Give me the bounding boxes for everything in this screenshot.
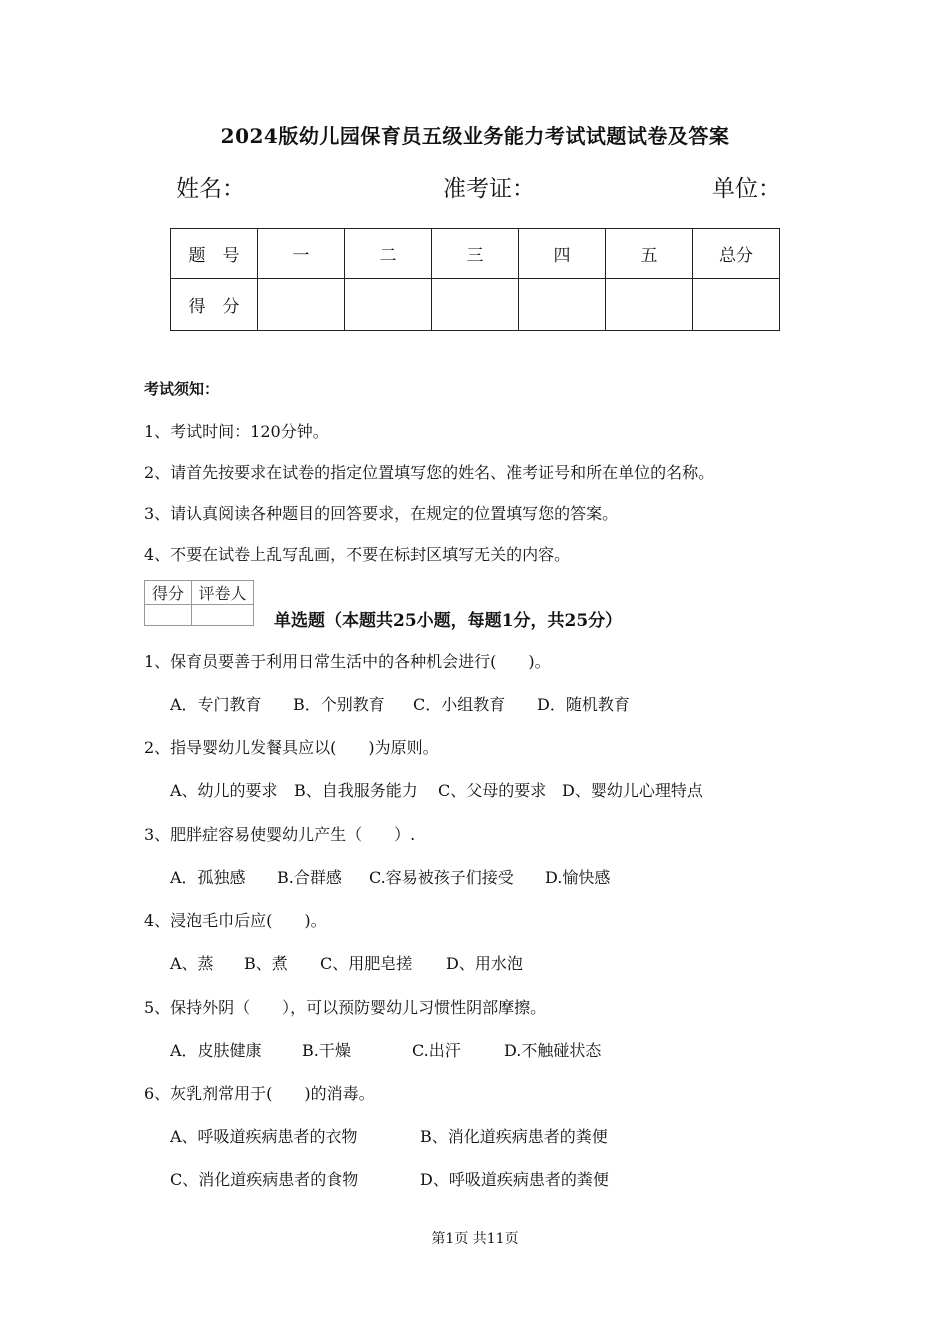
question-option: D、婴幼儿心理特点 [562, 781, 703, 800]
exam-id-field-label: 准考证： [443, 176, 535, 202]
question-option: C．小组教育 [413, 695, 506, 714]
section-title: 单选题（本题共25小题，每题1分，共25分） [274, 611, 623, 631]
notice-item: 2、请首先按要求在试卷的指定位置填写您的姓名、准考证号和所在单位的名称。 [144, 463, 715, 482]
score-input-cell[interactable] [606, 279, 693, 331]
question-option: C、用肥皂搓 [320, 954, 413, 973]
notice-item: 1、考试时间：120分钟。 [144, 422, 329, 441]
score-input-cell[interactable] [345, 279, 432, 331]
score-table-cell: 总分 [693, 229, 780, 279]
question-option: A．专门教育 [170, 695, 262, 714]
notice-item: 3、请认真阅读各种题目的回答要求，在规定的位置填写您的答案。 [144, 504, 619, 523]
question-stem: 6、灰乳剂常用于( )的消毒。 [144, 1084, 375, 1103]
score-table-cell: 题 号 [171, 229, 258, 279]
question-option: C、父母的要求 [438, 781, 547, 800]
grader-box [144, 580, 254, 626]
question-option: D.不触碰状态 [504, 1041, 602, 1060]
question-option: D.愉快感 [545, 868, 611, 887]
notice-heading: 考试须知： [144, 380, 220, 398]
question-option: D．随机教育 [537, 695, 630, 714]
page-footer: 第1页 共11页 [431, 1231, 519, 1247]
score-table-cell: 三 [432, 229, 519, 279]
question-option: C、消化道疾病患者的食物 [170, 1170, 359, 1189]
question-option: B.干燥 [302, 1041, 351, 1060]
document-title: 2024版幼儿园保育员五级业务能力考试试题试卷及答案 [220, 124, 730, 148]
question-option: B、消化道疾病患者的粪便 [420, 1127, 608, 1146]
notice-item: 4、不要在试卷上乱写乱画，不要在标封区填写无关的内容。 [144, 545, 571, 564]
score-table-header-row [171, 229, 780, 279]
question-stem: 3、肥胖症容易使婴幼儿产生（ ）. [144, 825, 416, 844]
score-table-cell: 五 [606, 229, 693, 279]
question-stem: 1、保育员要善于利用日常生活中的各种机会进行( )。 [144, 652, 551, 671]
score-input-cell[interactable] [432, 279, 519, 331]
name-field-label: 姓名： [176, 176, 245, 202]
score-input-cell[interactable] [258, 279, 345, 331]
question-stem: 4、浸泡毛巾后应( )。 [144, 911, 327, 930]
question-option: D、用水泡 [446, 954, 523, 973]
question-option: A、呼吸道疾病患者的衣物 [170, 1127, 358, 1146]
score-input-cell[interactable] [693, 279, 780, 331]
score-row-label: 得 分 [171, 279, 258, 331]
grader-score-label: 得分 [145, 581, 192, 605]
question-option: A、蒸 [170, 954, 214, 973]
question-stem: 2、指导婴幼儿发餐具应以( )为原则。 [144, 738, 439, 757]
question-option: C.容易被孩子们接受 [369, 868, 514, 887]
question-option: A、幼儿的要求 [170, 781, 278, 800]
score-table-score-row [171, 279, 780, 331]
score-table-cell: 四 [519, 229, 606, 279]
question-option: B．个别教育 [293, 695, 385, 714]
question-option: B、煮 [244, 954, 288, 973]
question-stem: 5、保持外阴（ ），可以预防婴幼儿习惯性阴部摩擦。 [144, 998, 547, 1017]
question-option: B.合群感 [277, 868, 342, 887]
question-option: A．孤独感 [170, 868, 246, 887]
question-option: C.出汗 [412, 1041, 461, 1060]
grader-name-label: 评卷人 [192, 581, 254, 605]
unit-field-label: 单位： [712, 176, 781, 202]
grader-score-cell[interactable] [145, 605, 192, 626]
score-table-cell: 二 [345, 229, 432, 279]
score-input-cell[interactable] [519, 279, 606, 331]
score-table-cell: 一 [258, 229, 345, 279]
question-option: B、自我服务能力 [294, 781, 418, 800]
score-table [170, 228, 780, 331]
grader-name-cell[interactable] [192, 605, 254, 626]
question-option: A．皮肤健康 [170, 1041, 262, 1060]
question-option: D、呼吸道疾病患者的粪便 [420, 1170, 609, 1189]
